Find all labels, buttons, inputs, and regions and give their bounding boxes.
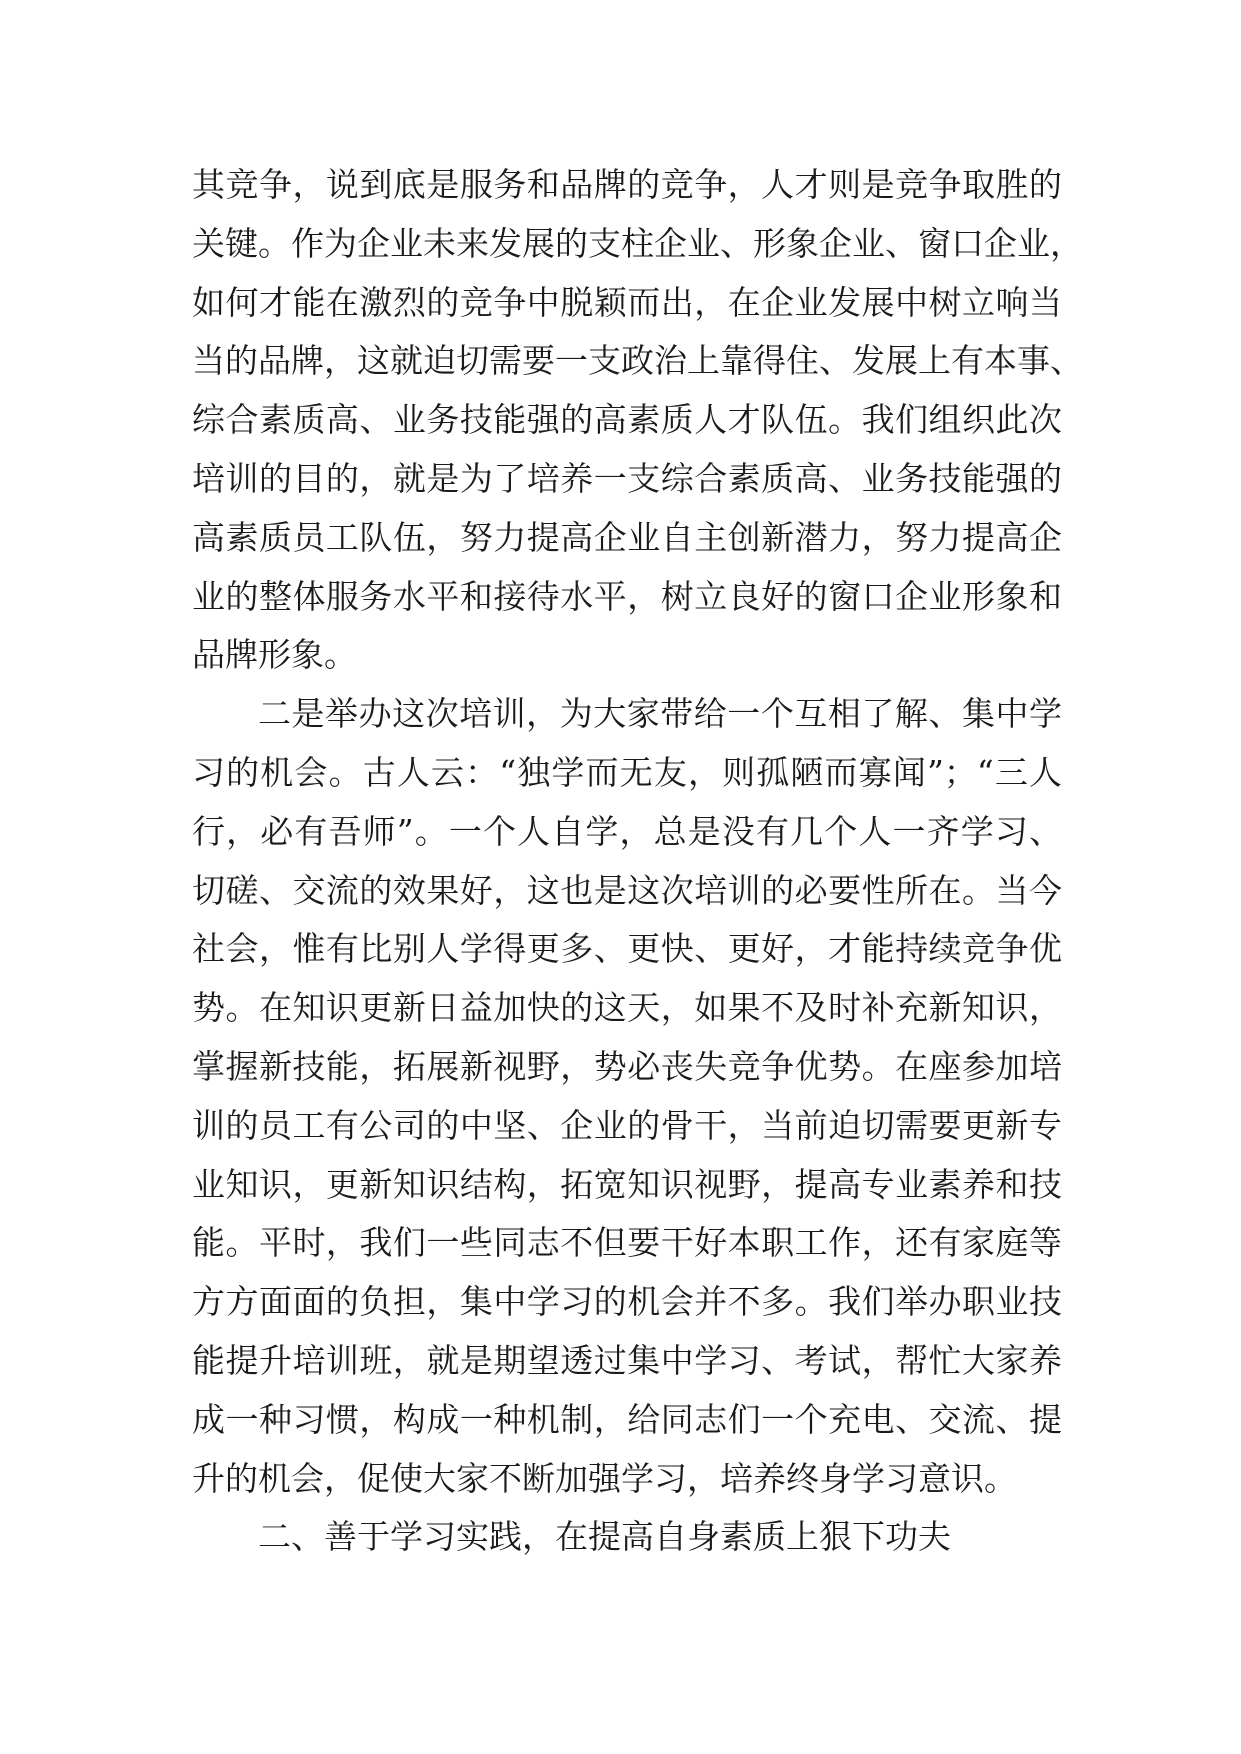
text-line: 高素质员工队伍，努力提高企业自主创新潜力，努力提高企 xyxy=(192,517,1062,557)
text-line: 成一种习惯，构成一种机制，给同志们一个充电、交流、提 xyxy=(192,1399,1062,1439)
text-line: 训的员工有公司的中坚、企业的骨干，当前迫切需要更新专 xyxy=(192,1105,1062,1145)
text-line: 其竞争，说到底是服务和品牌的竞争，人才则是竞争取胜的 xyxy=(192,165,1062,204)
text-line: 能提升培训班，就是期望透过集中学习、考试，帮忙大家养 xyxy=(192,1340,1062,1380)
text-line: 当的品牌，这就迫切需要一支政治上靠得住、发展上有本事、 xyxy=(192,341,1083,381)
text-line: 习的机会。古人云：“独学而无友，则孤陋而寡闻”；“三人 xyxy=(192,752,1062,792)
text-line: 品牌形象。 xyxy=(192,635,357,675)
text-line: 掌握新技能，拓展新视野，势必丧失竞争优势。在座参加培 xyxy=(192,1046,1062,1086)
section-heading xyxy=(192,1508,1062,1567)
text-line: 行，必有吾师”。一个人自学，总是没有几个人一齐学习、 xyxy=(192,811,1062,851)
text-line: 培训的目的，就是为了培养一支综合素质高、业务技能强的 xyxy=(192,458,1062,498)
text-line: 业的整体服务水平和接待水平，树立良好的窗口企业形象和 xyxy=(192,576,1062,616)
text-line: 综合素质高、业务技能强的高素质人才队伍。我们组织此次 xyxy=(192,400,1062,440)
text-line: 社会，惟有比别人学得更多、更快、更好，才能持续竞争优 xyxy=(192,929,1062,969)
paragraph-1 xyxy=(192,156,1083,685)
text-line: 势。在知识更新日益加快的这天，如果不及时补充新知识， xyxy=(192,988,1062,1028)
text-line: 如何才能在激烈的竞争中脱颖而出，在企业发展中树立响当 xyxy=(192,282,1062,322)
text-line: 业知识，更新知识结构，拓宽知识视野，提高专业素养和技 xyxy=(192,1164,1062,1204)
text-line: 切磋、交流的效果好，这也是这次培训的必要性所在。当今 xyxy=(192,870,1062,910)
text-line: 方方面面的负担，集中学习的机会并不多。我们举办职业技 xyxy=(192,1282,1062,1322)
text-line: 能。平时，我们一些同志不但要干好本职工作，还有家庭等 xyxy=(192,1223,1062,1263)
text-line: 升的机会，促使大家不断加强学习，培养终身学习意识。 xyxy=(192,1458,1017,1498)
document-body xyxy=(192,156,1083,1567)
text-line: 二是举办这次培训，为大家带给一个互相了解、集中学 xyxy=(258,694,1062,734)
text-line: 关键。作为企业未来发展的支柱企业、形象企业、窗口企业， xyxy=(192,223,1083,263)
heading-text: 二、善于学习实践，在提高自身素质上狠下功夫 xyxy=(258,1517,951,1557)
paragraph-2 xyxy=(192,685,1062,1508)
